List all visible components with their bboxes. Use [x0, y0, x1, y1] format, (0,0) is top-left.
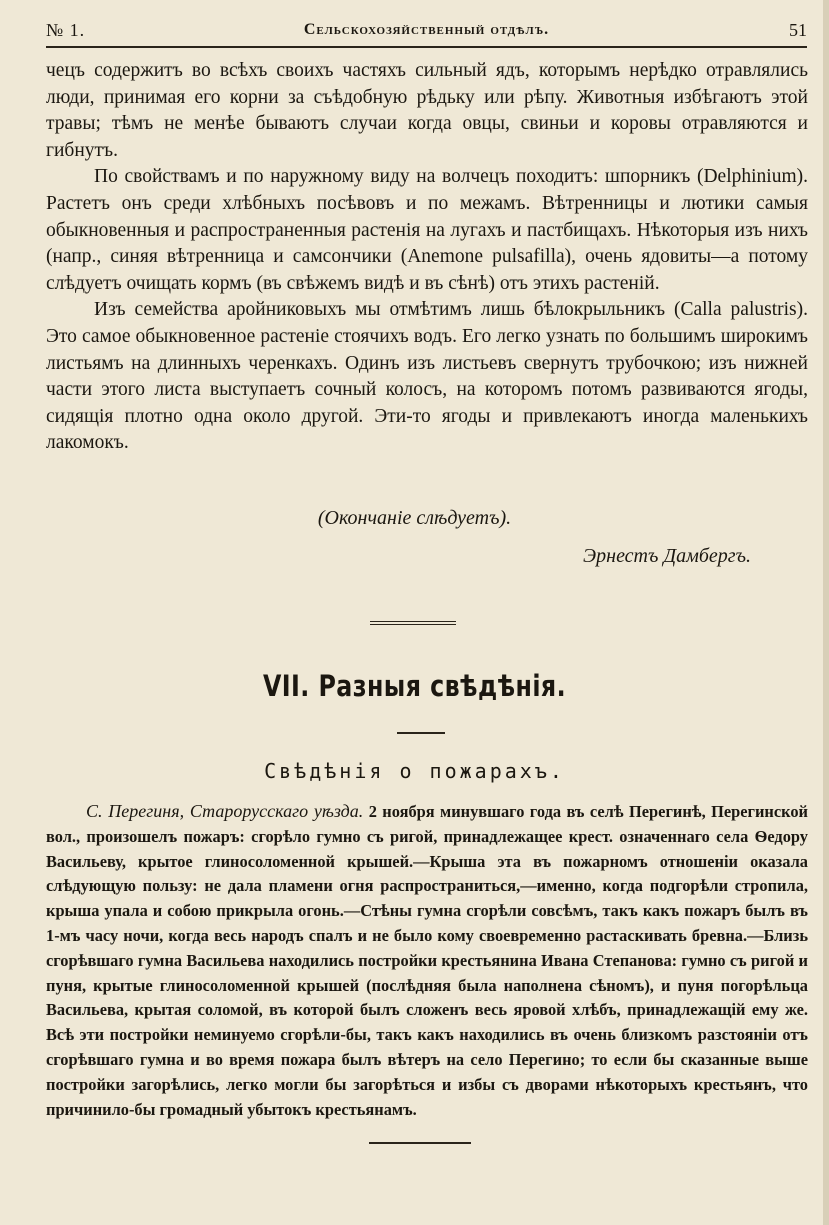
article-paragraph: По свойствамъ и по наружному виду на волчецъ походитъ: шпорникъ (Delphinium). Растетъ онъ среди хлѣбныхъ посѣвовъ и по межамъ. Вѣтренницы и лютики самыя обыкновенныя и распространенныя растенія на лугахъ и пастбищахъ. Нѣкоторыя изъ нихъ (напр., синяя вѣтренница и самсончики (Anemone pulsafilla), очень ядовиты—а потому слѣдуетъ очищать кормъ (въ свѣжемъ видѣ и въ сѣнѣ) отъ этихъ растеній.	[46, 166, 808, 294]
article-paragraph: Изъ семейства аройниковыхъ мы отмѣтимъ лишь бѣлокрыльникъ (Calla palustris). Это самое обыкновенное растеніе стоячихъ водъ. Его легко узнать по большимъ широкимъ листьямъ на длинныхъ черенкахъ. Одинъ изъ листьевъ свернутъ трубочкою; изъ нижней части этого листа выступаетъ сочный колосъ, на которомъ потомъ развиваются ягоды, сидящія плотно одна около другой. Эти-то ягоды и привлекаютъ иногда маленькихъ лакомокъ.	[46, 299, 808, 454]
author-signature: Эрнестъ Дамбергъ.	[583, 545, 751, 567]
issue-number: № 1.	[46, 20, 86, 40]
report-paragraph	[46, 799, 808, 1122]
article-paragraph: чецъ содержитъ во всѣхъ своихъ частяхъ сильный ядъ, которымъ нерѣдко отравлялись люди, принимая его корни за съѣдобную рѣдьку или рѣпу. Животныя избѣгаютъ этой травы; тѣмъ не менѣе бываютъ случаи когда овцы, свиньи и коровы отравляются и гибнутъ.	[46, 60, 808, 161]
section-title: VII. Разныя свѣдѣнія.	[262, 669, 567, 703]
article-body	[46, 58, 808, 457]
page-edge	[823, 0, 829, 1225]
end-rule	[369, 1142, 471, 1144]
separator-rule	[370, 621, 456, 625]
title-underline	[397, 732, 445, 734]
page-number: 51	[789, 20, 807, 40]
running-header	[46, 18, 807, 48]
section-subtitle: Свѣдѣнія о пожарахъ.	[264, 759, 565, 783]
report-body	[46, 799, 808, 1122]
report-text: 2 ноября минувшаго года въ селѣ Перегинѣ, Перегинской вол., произошелъ пожаръ: сгорѣло гумно съ ригой, принадлежащее крест. означеннаго села Ѳедору Васильеву, крытое глиносоломенной крышей.—Крыша эта въ пожарномъ отношеніи оказала слѣдующую пользу: не дала пламени огня распространиться,—именно, когда подгорѣли стропила, крыша упала и собою прикрыла огонь.—Стѣны гумна сгорѣли совсѣмъ, такъ какъ пожаръ былъ въ 1-мъ часу ночи, когда весь народъ спалъ и не было кому своевременно растаскивать бревна.—Близь сгорѣвшаго гумна Васильева находились постройки крестьянина Ивана Степанова: гумно съ ригой и пуня, крытые глиносоломенной крышей (послѣдняя была наполнена сѣномъ), и пуня погорѣльца Васильева, крытая соломой, въ которой былъ сложенъ весь яровой хлѣбъ, принадлежащій ему же. Всѣ эти постройки неминуемо сгорѣли-бы, такъ какъ находились въ очень близкомъ разстояніи отъ сгорѣвшаго гумна и во время пожара былъ вѣтеръ на село Перегино; то если бы сказанные выше постройки загорѣлись, легко могли бы загорѣться и избы съ дворами нѣкоторыхъ крестьянъ, что причинило-бы громадный убытокъ крестьянамъ.	[46, 802, 808, 1119]
header-title: Сельскохозяйственный отдѣлъ.	[303, 21, 550, 38]
report-location: С. Перегиня, Старорусскаго уѣзда.	[86, 801, 364, 821]
continued-note: (Окончаніе слѣдуетъ).	[317, 507, 512, 529]
